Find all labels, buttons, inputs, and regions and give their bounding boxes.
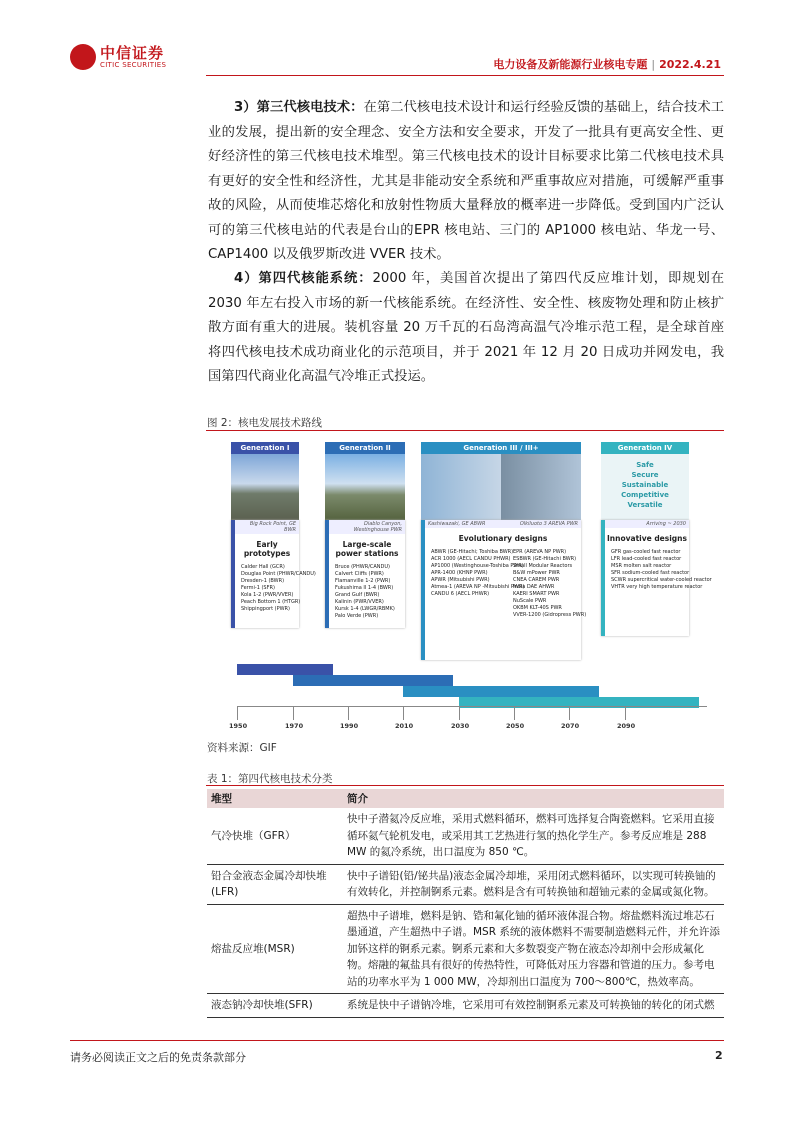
list-item: CANDU 6 (AECL PHWR) <box>431 591 490 597</box>
list-item: Small Modular Reactors <box>513 563 573 569</box>
gen3-caption: Kashiwazaki, GE ABWR <box>428 521 486 527</box>
year-label: 1990 <box>340 722 359 730</box>
paragraph-gen4 <box>208 267 724 390</box>
page-number: 2 <box>715 1049 723 1062</box>
year-tick <box>514 706 515 720</box>
list-item: GFR gas-cooled fast reactor <box>611 549 681 555</box>
list-item: VVER-1200 (Gidropress PWR) <box>513 612 587 618</box>
year-label: 1970 <box>285 722 304 730</box>
figure-divider <box>206 430 724 431</box>
list-item: Palo Verde (PWR) <box>335 613 379 619</box>
table-header-row <box>207 789 724 808</box>
logo-text-en: CITIC SECURITIES <box>100 61 167 69</box>
list-item: ACR 1000 (AECL CANDU PHWR) <box>431 556 511 562</box>
reactor-type: 液态钠冷却快堆(SFR) <box>207 994 343 1018</box>
nuclear-roadmap-figure <box>207 436 723 734</box>
gen2-photo <box>325 454 405 520</box>
list-item: B&W mPower PWR <box>513 570 560 576</box>
paragraph-text: 2000 年，美国首次提出了第四代反应堆计划，即规划在 2030 年左右投入市场的新一代核能系统。在经济性、安全性、核废物处理和防止核扩散方面有重大的进展。装机容量 20 万千瓦的石岛湾高温气冷堆示范工程，是全球首座将四代核电技术成功商业化的示范项目，并于 2021 年 12 月 20 日成功并网发电，我国第四代商业化高温气冷堆正式投运。 <box>208 271 724 384</box>
year-label: 2070 <box>561 722 580 730</box>
gen4-attribute: Sustainable <box>621 481 669 489</box>
year-label: 2050 <box>506 722 525 730</box>
year-tick <box>569 706 570 720</box>
report-header <box>493 56 721 72</box>
list-item: Fermi-1 (SFR) <box>241 585 275 591</box>
gen1-list <box>241 564 316 613</box>
year-tick <box>293 706 294 720</box>
list-item: Atmea-1 (AREVA NP -Mitsubishi PWR) <box>431 584 525 590</box>
list-item: AP1000 (Westinghouse-Toshiba PWR) <box>431 563 524 569</box>
list-item: ESBWR (GE-Hitachi BWR) <box>513 556 577 562</box>
reactor-description: 系统是快中子谱钠冷堆，它采用可有效控制锕系元素及可转换铀的转化的闭式燃 <box>343 994 724 1018</box>
reactor-type: 气冷快堆（GFR） <box>207 808 343 864</box>
report-date: 2022.4.21 <box>659 58 721 71</box>
footer-divider <box>70 1040 724 1041</box>
gen4-photo <box>601 454 689 520</box>
list-item: Dresden-1 (BWR) <box>241 578 285 584</box>
year-tick <box>237 706 238 720</box>
year-tick <box>625 706 626 720</box>
list-item: India DAE AHWR <box>513 584 555 590</box>
table-row <box>207 994 724 1018</box>
gen1-timeline-bar <box>237 664 333 675</box>
paragraph-lead: 3）第三代核电技术： <box>234 100 364 115</box>
list-item: NuScale PWR <box>513 598 547 604</box>
gen3-title: Evolutionary designs <box>458 534 548 543</box>
list-item: Peach Bottom 1 (HTGR) <box>241 599 301 605</box>
table-title: 表 1：第四代核电技术分类 <box>207 773 333 785</box>
gen3-list-right <box>513 549 585 619</box>
list-item: VHTR very high temperature reactor <box>611 584 703 590</box>
gen4-card <box>601 520 712 636</box>
table-row <box>207 904 724 994</box>
list-item: Shippingport (PWR) <box>241 606 290 612</box>
header-divider <box>206 75 724 76</box>
footer-disclaimer: 请务必阅读正文之后的免责条款部分 <box>70 1051 246 1064</box>
year-tick <box>403 706 404 720</box>
list-item: Douglas Point (PHWR/CANDU) <box>241 571 316 577</box>
report-title: 电力设备及新能源行业核电专题 <box>493 58 648 71</box>
gen2-caption: Diablo Canyon, Westinghouse PWR <box>329 520 405 534</box>
paragraph-text: 在第二代核电技术设计和运行经验反馈的基础上，结合技术工业的发展，提出新的安全理念、安全方法和安全要求，开发了一批具有更高安全性、更好经济性的第三代核电技术堆型。第三代核电技术的设计目标要求比第二代核电技术具有更好的安全性和经济性，尤其是非能动安全系统和严重事故应对措施，可缓解严重事故的风险，从而使堆芯熔化和放射性物质大量释放的概率进一步降低。受到国内广泛认可的第三代核电站的代表是台山的EPR 核电站、三门的 AP1000 核电站、华龙一号、CAP1400 以及俄罗斯改进 VVER 技术。 <box>208 100 724 262</box>
gen2-header: Generation II <box>325 442 405 454</box>
gen1-caption: Big Rock Point, GE BWR <box>235 520 299 534</box>
gen1-title: Early prototypes <box>243 540 291 558</box>
gen1-header: Generation I <box>231 442 299 454</box>
gen4-title: Innovative designs <box>607 534 687 543</box>
gen3-card <box>421 520 587 660</box>
gen3-header: Generation III / III+ <box>421 442 581 454</box>
gen4-attribute: Competitive <box>621 491 669 499</box>
figure-source: 资料来源：GIF <box>207 742 277 754</box>
reactor-description: 超热中子谱堆，燃料是钠、锆和氟化铀的循环液体混合物。熔盐燃料流过堆芯石墨通道，产生超热中子谱。MSR 系统的液体燃料不需要制造燃料元件，并允许添加钚这样的锕系元素。锕系元素和大多数裂变产物在液态冷却剂中会形成氟化物。熔融的氟盐具有很好的传热特性，可降低对压力容器和管道的压力。参考电站的功率水平为 1 000 MW，冷却剂出口温度为 700～800℃，热效率高。 <box>343 904 724 994</box>
paragraph-lead: 4）第四代核能系统： <box>234 271 373 286</box>
year-label: 2090 <box>617 722 636 730</box>
list-item: SCWR supercritical water-cooled reactor <box>611 577 712 583</box>
logo-text-cn: 中信证券 <box>100 44 165 62</box>
gen4-header: Generation IV <box>601 442 689 454</box>
list-item: SFR sodium-cooled fast reactor <box>611 570 690 576</box>
list-item: CNEA CAREM PWR <box>513 577 560 583</box>
header-separator: | <box>651 58 656 71</box>
reactor-description: 快中子潜氦冷反应堆，采用式燃料循环，燃料可选择复合陶瓷燃料。它采用直接循环氦气轮机发电，或采用其工艺热进行氢的热化学生产。参考反应堆是 288 MW 的氦冷系统，出口温度为 850 ℃。 <box>343 808 724 864</box>
gen3-lists <box>425 543 587 619</box>
list-item: KAERI SMART PWR <box>513 591 560 597</box>
list-item: MSR molten salt reactor <box>611 563 672 569</box>
list-item: EPR (AREVA NP PWR) <box>513 549 567 555</box>
list-item: APWR (Mitsubishi PWR) <box>431 577 490 583</box>
gen2-card <box>325 520 405 628</box>
gen2-list <box>335 564 401 620</box>
gen3-caption-2: Olkiluoto 3 AREVA PWR <box>519 521 578 527</box>
year-label: 2010 <box>395 722 414 730</box>
list-item: APR-1400 (KHNP PWR) <box>431 570 488 576</box>
reactor-description: 快中子谱铅(铅/铋共晶)液态金属冷却堆，采用闭式燃料循环，以实现可转换铀的有效转化，并控制锕系元素。燃料是含有可转换铀和超铀元素的金属或氮化物。 <box>343 864 724 904</box>
year-tick <box>459 706 460 720</box>
table-divider <box>206 785 724 786</box>
year-label: 2030 <box>451 722 470 730</box>
gen4-list <box>611 549 712 591</box>
gen4-attribute: Versatile <box>627 501 663 509</box>
table-row <box>207 808 724 864</box>
list-item: Kursk 1-4 (LWGR/RBMK) <box>335 606 395 612</box>
table-row <box>207 864 724 904</box>
list-item: Kola 1-2 (PWR/VVER) <box>241 592 294 598</box>
figure-title: 图 2：核电发展技术路线 <box>207 417 323 429</box>
gen2-title: Large-scale power stations <box>335 540 399 558</box>
gen4-reactor-table <box>207 789 724 1018</box>
gen1-card <box>231 520 316 628</box>
list-item: Flamanville 1-2 (PWR) <box>335 578 391 584</box>
list-item: Calvert Cliffs (PWR) <box>335 571 384 577</box>
gen4-attribute: Safe <box>636 461 654 469</box>
gen4-caption: Arriving ~ 2030 <box>605 520 689 528</box>
list-item: Bruce (PHWR/CANDU) <box>335 564 391 570</box>
reactor-type: 铅合金液态金属冷却快堆 (LFR) <box>207 864 343 904</box>
list-item: OKBM KLT-40S PWR <box>513 605 562 611</box>
reactor-type: 熔盐反应堆(MSR) <box>207 904 343 994</box>
list-item: LFR lead-cooled fast reactor <box>611 556 682 562</box>
citic-logo-icon <box>70 44 96 70</box>
year-label: 1950 <box>229 722 248 730</box>
gen3-list-left <box>431 549 525 619</box>
list-item: Kalinin (PWR/VVER) <box>335 599 384 605</box>
gen2-timeline-bar <box>293 675 453 686</box>
gen3-captions <box>425 520 581 528</box>
gen1-photo <box>231 454 299 520</box>
table-header: 堆型 <box>207 789 343 808</box>
gen4-attribute: Secure <box>631 471 659 479</box>
gen3-photo <box>421 454 581 520</box>
list-item: ABWR (GE-Hitachi; Toshiba BWR) <box>431 549 514 555</box>
list-item: Grand Gulf (BWR) <box>335 592 380 598</box>
year-tick <box>348 706 349 720</box>
timeline-axis <box>237 706 707 707</box>
paragraph-gen3 <box>208 96 724 268</box>
list-item: Calder Hall (GCR) <box>241 564 285 570</box>
list-item: Fukushima II 1-4 (BWR) <box>335 585 394 591</box>
gen3-timeline-bar <box>403 686 599 697</box>
table-header: 简介 <box>343 789 724 808</box>
